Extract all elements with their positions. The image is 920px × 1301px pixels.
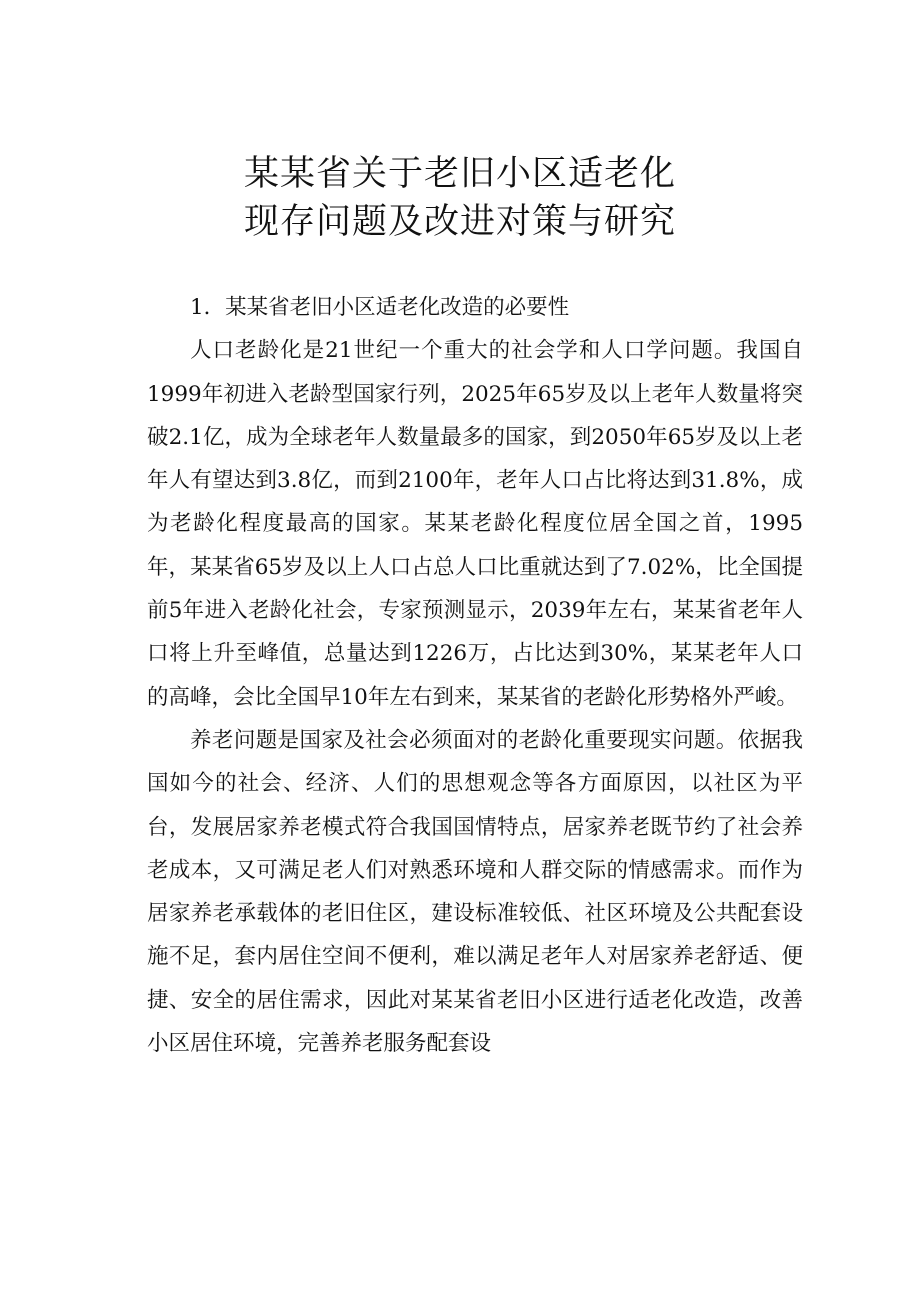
document-title — [0, 150, 920, 246]
title-line-1: 某某省关于老旧小区适老化 — [243, 154, 676, 194]
paragraph-elderly-care: 养老问题是国家及社会必须面对的老龄化重要现实问题。依据我国如今的社会、经济、人们的思想观念等各方面原因，以社区为平台，发展居家养老模式符合我国国情特点，居家养老既节约了社会养老成本，又可满足老人们对熟悉环境和人群交际的情感需求。而作为居家养老承载体的老旧住区，建设标准较低、社区环境及公共配套设施不足，套内居住空间不便利，难以满足老年人对居家养老舒适、便捷、安全的居住需求，因此对某某省老旧小区进行适老化改造，改善小区居住环境，完善养老服务配套设 — [147, 727, 803, 1057]
section-heading: 1．某某省老旧小区适老化改造的必要性 — [190, 295, 570, 320]
title-line-2: 现存问题及改进对策与研究 — [243, 202, 676, 242]
document-body — [147, 286, 803, 1065]
paragraph-aging-population: 人口老龄化是21世纪一个重大的社会学和人口学问题。我国自1999年初进入老龄型国家行列，2025年65岁及以上老年人数量将突破2.1亿，成为全球老年人数量最多的国家，到2050年65岁及以上老年人有望达到3.8亿，而到2100年，老年人口占比将达到31.8%，成为老龄化程度最高的国家。某某老龄化程度位居全国之首，1995年，某某省65岁及以上人口占总人口比重就达到了7.02%，比全国提前5年进入老龄化社会，专家预测显示，2039年左右，某某省老年人口将上升至峰值，总量达到1226万，占比达到30%，某某老年人口的高峰，会比全国早10年左右到来，某某省的老龄化形势格外严峻。 — [147, 338, 803, 710]
